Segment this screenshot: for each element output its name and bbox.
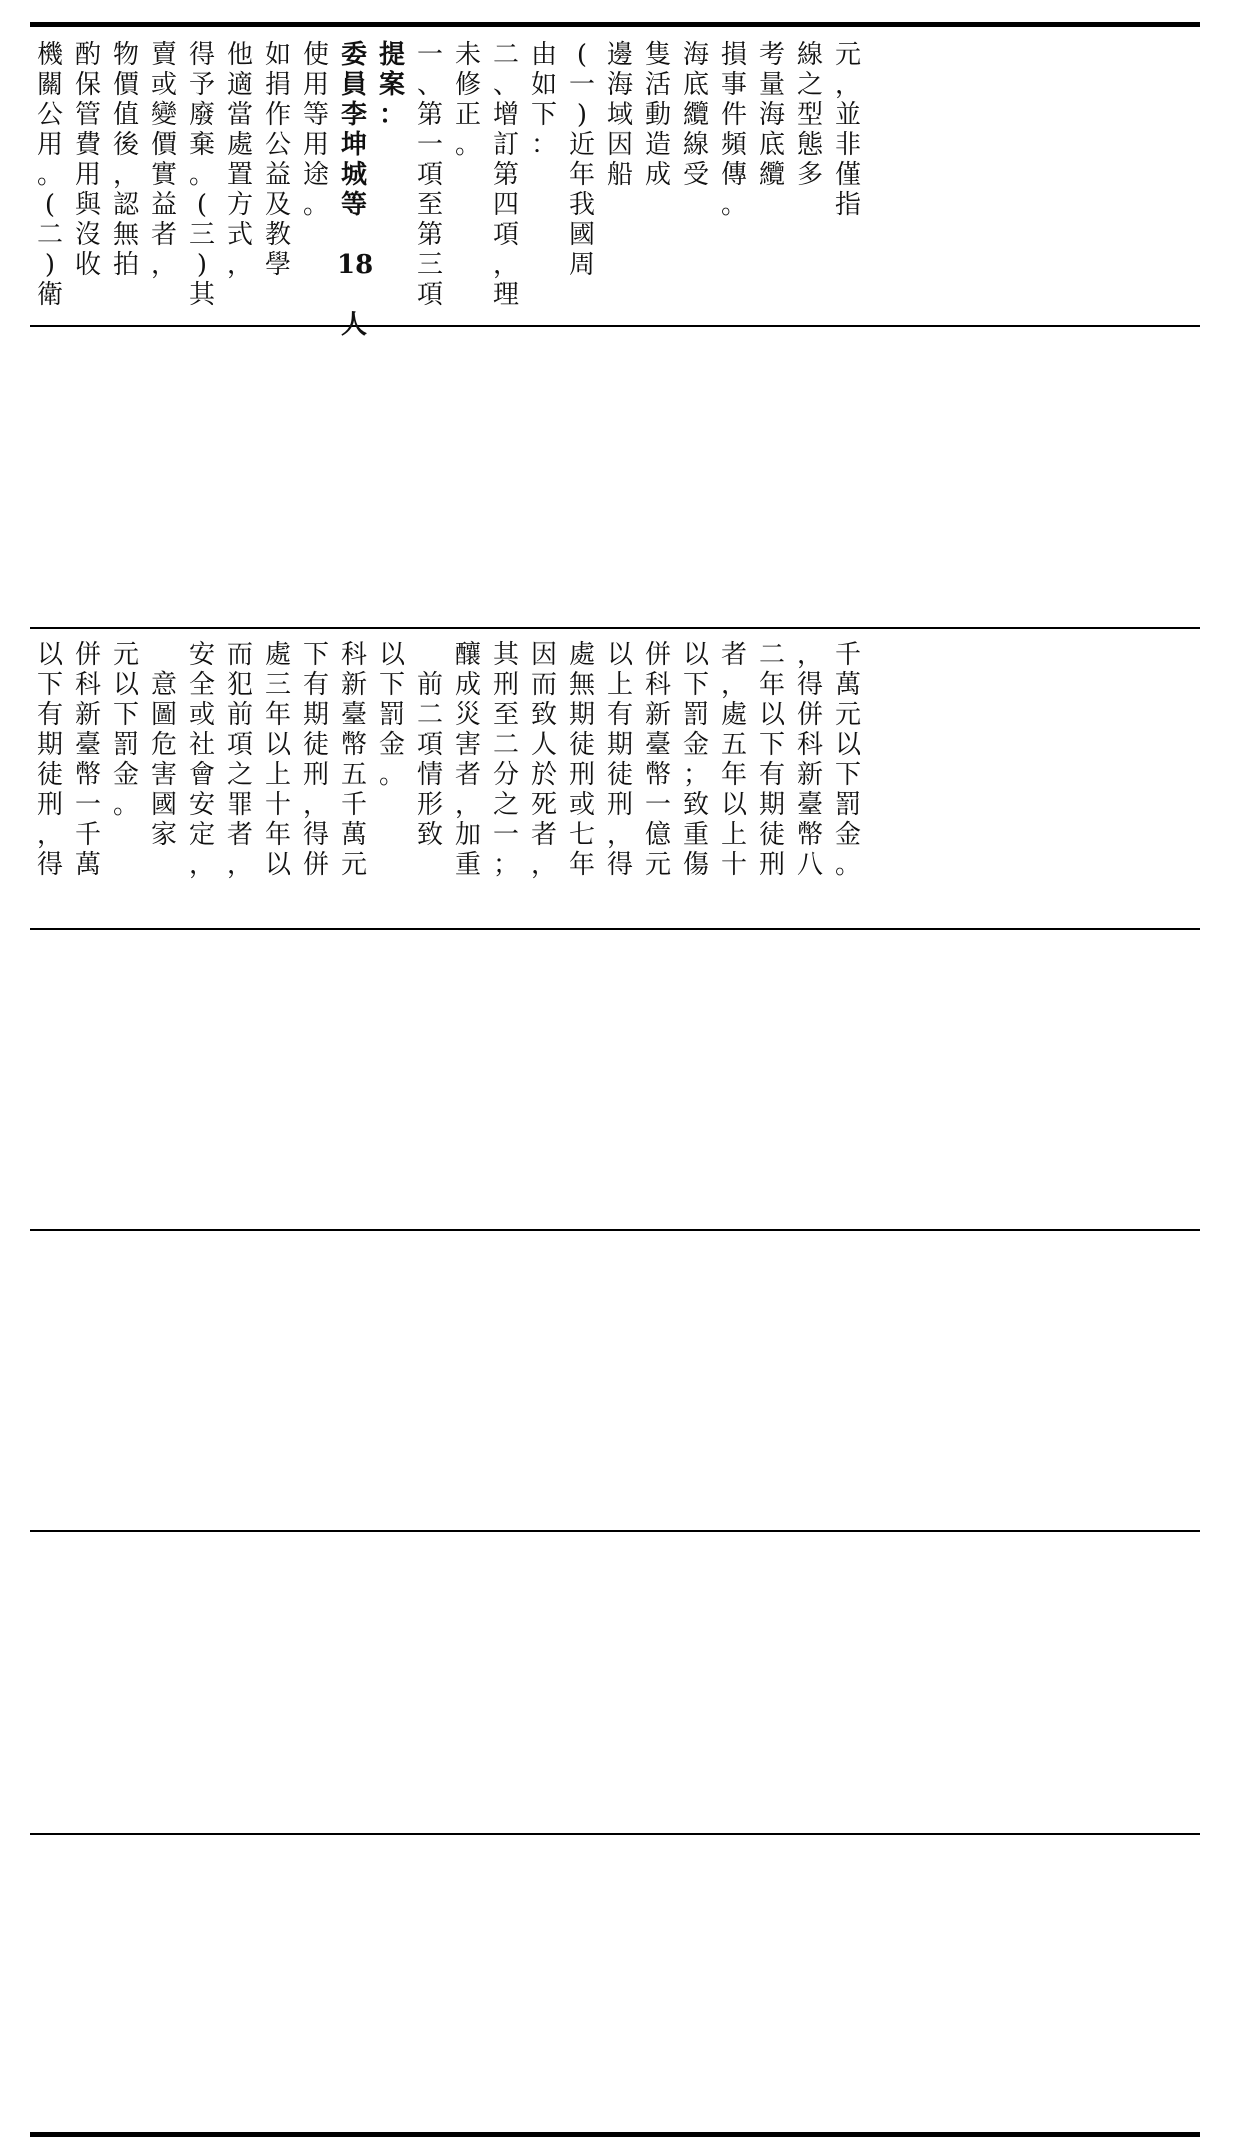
statute-column-2: 併 科 新 臺 幣 一 千 萬 (74, 640, 101, 880)
explanation-column-14: 由 如 下 ： (530, 40, 557, 160)
statute-column-22: 千 萬 元 以 下 罰 金 。 (834, 640, 861, 880)
statute-column-1: 以 下 有 期 徒 刑 ， 得 (36, 640, 63, 880)
explanation-column-10: 提 案 ： (378, 40, 405, 130)
statute-column-5: 安 全 或 社 會 安 定 ， (188, 640, 215, 880)
statute-column-19: 者 ， 處 五 年 以 上 十 (720, 640, 747, 880)
explanation-column-15: ( 一 ) 近 年 我 國 周 (568, 40, 595, 280)
statute-column-13: 其 刑 至 二 分 之 一 ； (492, 640, 519, 880)
row-divider-3 (30, 928, 1200, 930)
explanation-cell (30, 40, 1200, 340)
statute-column-3: 元 以 下 罰 金 。 (112, 640, 139, 820)
explanation-column-20: 考 量 海 底 纜 (758, 40, 785, 190)
explanation-column-12: 未 修 正 。 (454, 40, 481, 160)
empty-cell-row-7 (30, 1838, 1200, 2128)
row-divider-2 (30, 627, 1200, 629)
statute-column-16: 以 上 有 期 徒 刑 ， 得 (606, 640, 633, 880)
statute-column-9: 科 新 臺 幣 五 千 萬 元 (340, 640, 367, 880)
statute-column-21: ， 得 併 科 新 臺 幣 八 (796, 640, 823, 880)
statute-column-8: 下 有 期 徒 刑 ， 得 併 (302, 640, 329, 880)
explanation-column-7: 如 捐 作 公 益 及 教 學 (264, 40, 291, 280)
explanation-column-19: 損 事 件 頻 傳 。 (720, 40, 747, 220)
explanation-column-18: 海 底 纜 線 受 (682, 40, 709, 190)
explanation-column-1: 機 關 公 用 。 ( 二 ) 衛 (36, 40, 63, 310)
statute-column-15: 處 無 期 徒 刑 或 七 年 (568, 640, 595, 880)
statute-column-18: 以 下 罰 金 ； 致 重 傷 (682, 640, 709, 880)
statute-column-12: 釀 成 災 害 者 ， 加 重 (454, 640, 481, 880)
explanation-column-11: 一 、 第 一 項 至 第 三 項 (416, 40, 443, 310)
statute-column-20: 二 年 以 下 有 期 徒 刑 (758, 640, 785, 880)
statute-column-14: 因 而 致 人 於 死 者 ， (530, 640, 557, 880)
empty-cell-row-2 (30, 330, 1200, 620)
explanation-column-8: 使 用 等 用 途 。 (302, 40, 329, 220)
row-divider-6 (30, 1833, 1200, 1835)
empty-cell-row-4 (30, 933, 1200, 1223)
explanation-column-13: 二 、 增 訂 第 四 項 ， 理 (492, 40, 519, 310)
row-divider-5 (30, 1530, 1200, 1532)
statute-column-7: 處 三 年 以 上 十 年 以 (264, 640, 291, 880)
statute-text-cell (30, 640, 1200, 920)
empty-cell-row-6 (30, 1535, 1200, 1825)
explanation-column-4: 賣 或 變 價 實 益 者 ， (150, 40, 177, 280)
statute-column-17: 併 科 新 臺 幣 一 億 元 (644, 640, 671, 880)
empty-cell-row-5 (30, 1234, 1200, 1524)
explanation-column-6: 他 適 當 處 置 方 式 ， (226, 40, 253, 280)
statute-column-6: 而 犯 前 項 之 罪 者 ， (226, 640, 253, 880)
explanation-column-5: 得 予 廢 棄 。 ( 三 ) 其 (188, 40, 215, 310)
explanation-column-3: 物 價 值 後 ， 認 無 拍 (112, 40, 139, 280)
statute-column-10: 以 下 罰 金 。 (378, 640, 405, 790)
statute-column-4: 意 圖 危 害 國 家 (150, 670, 177, 850)
explanation-column-22: 元 ， 並 非 僅 指 (834, 40, 861, 220)
row-divider-1 (30, 325, 1200, 327)
statute-column-11: 前 二 項 情 形 致 (416, 670, 443, 850)
explanation-column-9: 委 員 李 坤 城 等 18 人 (337, 40, 374, 340)
explanation-column-16: 邊 海 域 因 船 (606, 40, 633, 190)
explanation-column-17: 隻 活 動 造 成 (644, 40, 671, 190)
row-divider-4 (30, 1229, 1200, 1231)
explanation-column-21: 線 之 型 態 多 (796, 40, 823, 190)
explanation-column-2: 酌 保 管 費 用 與 沒 收 (74, 40, 101, 280)
table-bottom-rule (30, 2132, 1200, 2137)
table-top-rule (30, 22, 1200, 27)
